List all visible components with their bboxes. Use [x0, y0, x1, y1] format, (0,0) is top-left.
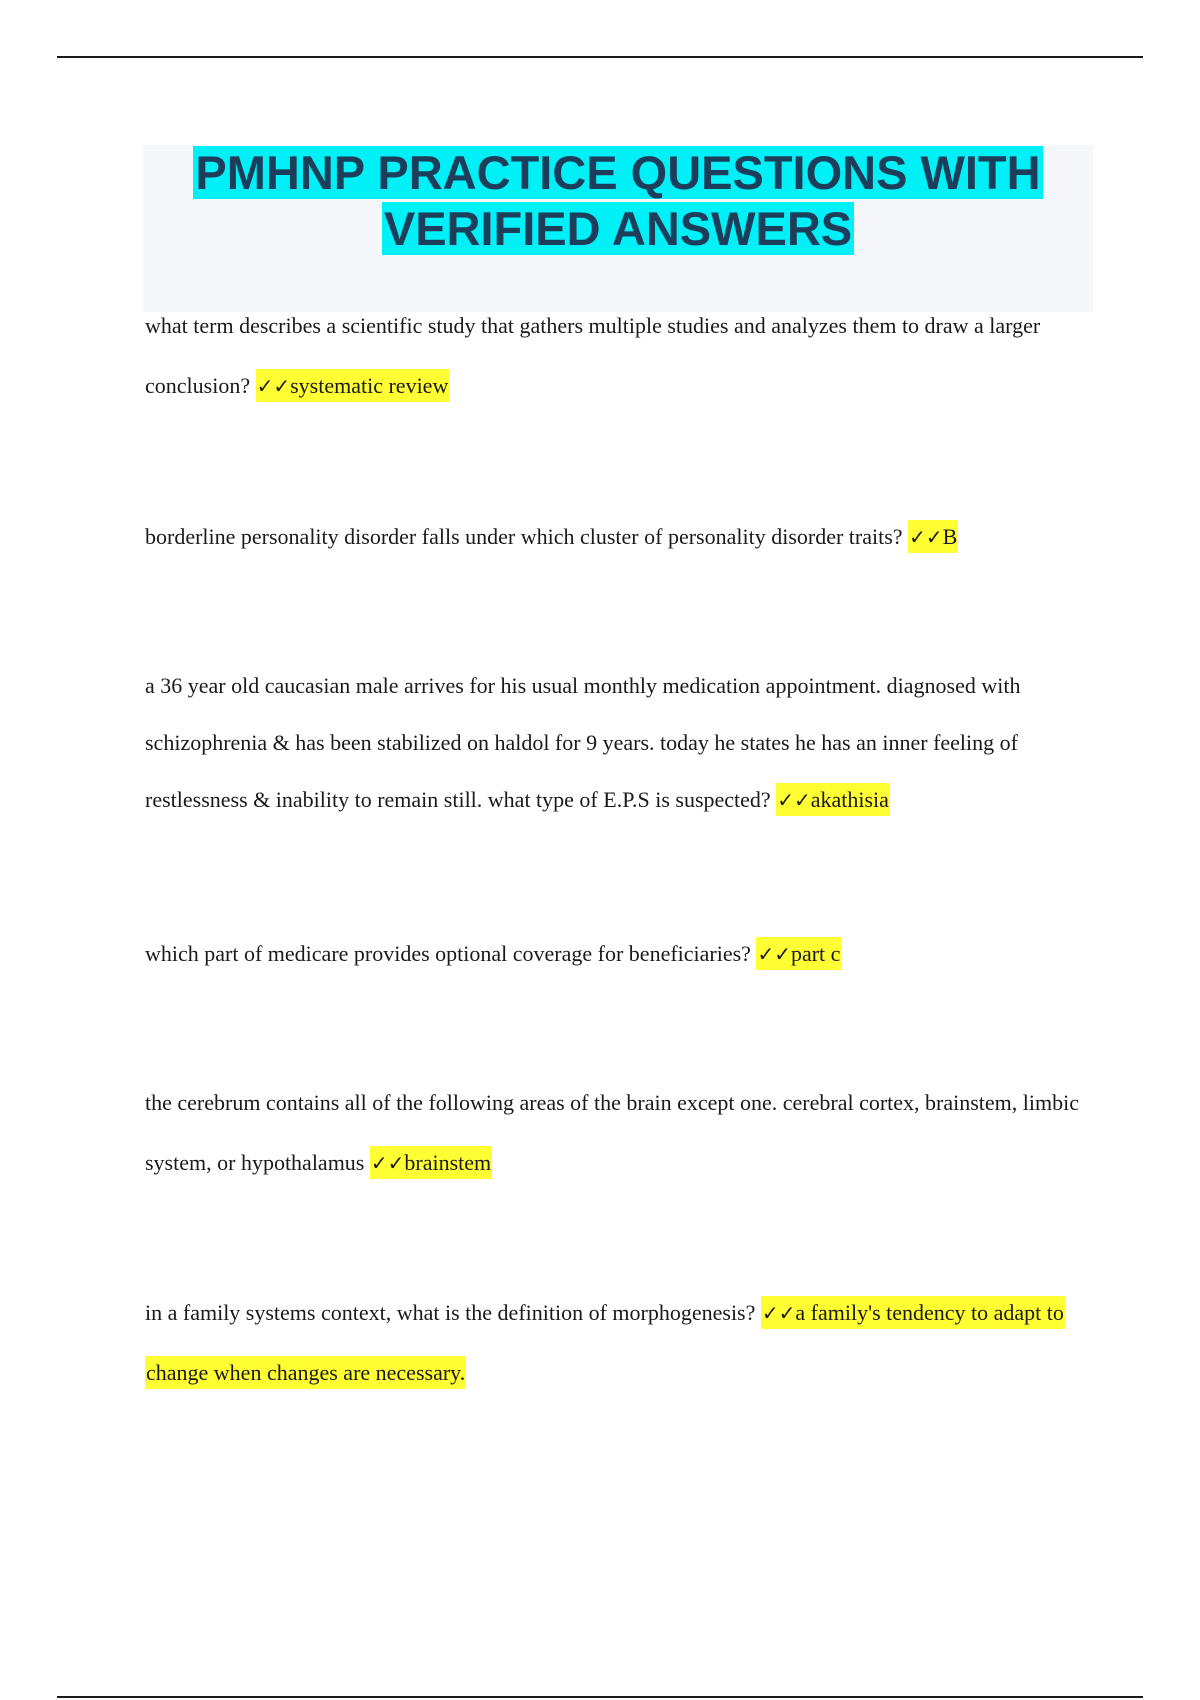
qa-item-6: [145, 1283, 1080, 1403]
question-text: what term describes a scientific study that gathers multiple studies and analyzes them to draw a larger conclusion?: [145, 313, 1041, 398]
double-check-icon: ✓✓: [777, 788, 811, 812]
question-text: in a family systems context, what is the definition of morphogenesis?: [145, 1300, 756, 1325]
double-check-icon: ✓✓: [757, 942, 791, 966]
answer-text: B: [942, 524, 958, 549]
header-rule: [57, 56, 1143, 58]
qa-item-3: [145, 657, 1080, 829]
qa-item-4: [145, 924, 1080, 984]
question-text: which part of medicare provides optional coverage for beneficiaries?: [145, 941, 751, 966]
question-text: a 36 year old caucasian male arrives for his usual monthly medication appointment. diagnosed with schizophrenia & has been stabilized on haldol for 9 years. today he states he has an inner feeling of restlessness & inability to remain still. what type of E.P.S is suspected?: [145, 673, 1021, 812]
qa-item-5: [145, 1073, 1080, 1193]
qa-item-2: [145, 507, 1080, 567]
answer-text: brainstem: [404, 1150, 492, 1175]
answer-text: part c: [790, 941, 841, 966]
answer-highlight: [908, 520, 958, 553]
double-check-icon: ✓✓: [370, 1151, 405, 1175]
title-highlight: PMHNP PRACTICE QUESTIONS WITH VERIFIED ANSWERS: [195, 146, 1041, 255]
double-check-icon: ✓✓: [256, 374, 291, 398]
question-text: the cerebrum contains all of the following areas of the brain except one. cerebral cortex, brainstem, limbic system, or hypothalamus: [145, 1090, 1080, 1175]
footer-rule: [57, 1696, 1143, 1698]
answer-highlight: [256, 369, 450, 402]
answer-highlight: [370, 1146, 492, 1179]
answer-text: a family's tendency to adapt to change when changes are necessary.: [146, 1300, 1064, 1385]
qa-item-1: [145, 296, 1080, 416]
question-text: borderline personality disorder falls under which cluster of personality disorder traits?: [145, 524, 903, 549]
answer-highlight: [776, 783, 890, 816]
double-check-icon: ✓✓: [909, 525, 943, 549]
double-check-icon: ✓✓: [761, 1301, 796, 1325]
document-title: [143, 145, 1093, 257]
answer-text: akathisia: [810, 787, 889, 812]
answer-highlight: [756, 937, 841, 970]
answer-text: systematic review: [290, 373, 449, 398]
